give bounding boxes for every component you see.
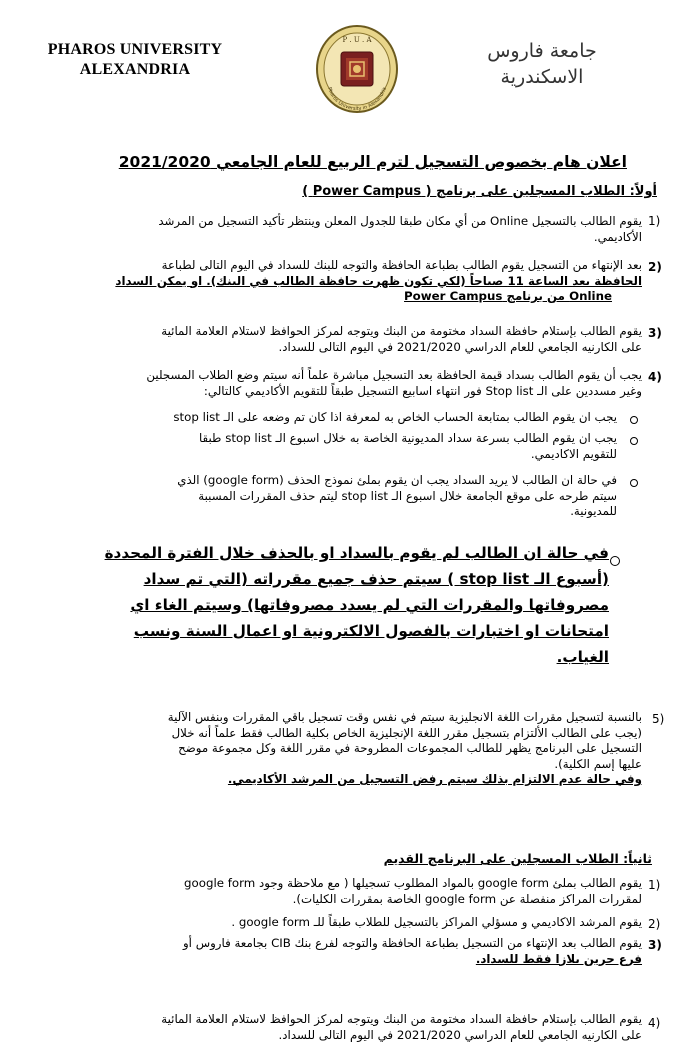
text-line: (يجب على الطالب الألتزام بتسجيل مقرر اللغة الإنجليزية الخاص بكلية الطالب فقط علماً أنه خلال [171, 725, 642, 740]
bullet-icon [630, 479, 638, 487]
text-line: بعد الإنتهاء من التسجيل يقوم الطالب بطباعة الحافظة والتوجه للبنك للسداد في اليوم التالى لطباعة [161, 258, 642, 272]
section2-item3 [2, 936, 642, 967]
section1-item5 [12, 710, 642, 788]
section1-item4 [2, 368, 642, 399]
university-name-arabic [447, 38, 637, 90]
text-line: الحافظة بعد الساعة 11 صباحاً (لكي تكون ظهرت حافظة الطالب في البنك). او يمكن السداد [115, 273, 642, 288]
warning-line: امتحانات او اختبارات بالفصول الالكترونية او اعمال السنة ونسب [133, 622, 609, 640]
item-number: 2) [648, 260, 662, 274]
text-line: وغير مسددين على الـ Stop list فور انتهاء اسابيع التسجيل طبقاً للتقويم الأكاديمي كالتالي: [203, 383, 642, 398]
section1-item3 [2, 324, 642, 355]
text-line: يجب ان يقوم الطالب بسرعة سداد المديونية الخاصة به خلال اسبوع الـ stop list طبقا [198, 431, 617, 445]
warning-line: في حالة ان الطالب لم يقوم بالسداد او بالحذف خلال الفترة المحددة [104, 544, 609, 562]
item-number: 3) [648, 938, 662, 952]
section1-heading: أولاً: الطلاب المسجلين على برنامج ( Power Campus ) [302, 184, 657, 199]
text-line: عليها إسم الكلية). [554, 756, 642, 771]
section2-item4 [2, 1012, 642, 1043]
item-number: 3) [648, 326, 662, 340]
text-line: يقوم الطالب بالتسجيل Online من أي مكان طبقا للجدول المعلن وينتظر تأكيد التسجيل من المرشد [158, 214, 642, 228]
bullet-icon [610, 556, 620, 566]
item-number: 2) [648, 917, 661, 931]
text-line: الأكاديمي. [593, 229, 642, 244]
text-line: للمديونية. [570, 504, 617, 518]
announcement-title: اعلان هام بخصوص التسجيل لترم الربيع للعام الجامعي 2021/2020 [118, 153, 627, 171]
university-name-en-line1: PHAROS UNIVERSITY [47, 41, 223, 58]
text-line: على الكارنيه الجامعي للعام الدراسي 2021/2020 في اليوم التالى للسداد. [278, 339, 642, 354]
section1-item2 [2, 258, 642, 305]
bullet-item-2 [37, 431, 617, 462]
university-name-english [30, 40, 240, 80]
item-number: 1) [648, 878, 661, 892]
warning-line: (أسبوع الـ stop list ) سيتم حذف جميع مقرراته (التي تم سداد [143, 570, 609, 588]
text-line: يقوم الطالب بملئ google form بالمواد المطلوب تسجيلها ( مع ملاحظة وجود google form [184, 876, 642, 890]
warning-line: الغياب. [556, 648, 609, 666]
text-line: وفي حالة عدم الالتزام بذلك سيتم رفض التسجيل من المرشد الأكاديمي. [227, 772, 642, 786]
text-line: على الكارنيه الجامعي للعام الدراسي 2021/2020 في اليوم التالى للسداد. [278, 1027, 642, 1042]
item-number: 5) [652, 712, 665, 726]
item-number: 4) [648, 1016, 661, 1030]
text-line: يقوم الطالب بإستلام حافظة السداد مختومة من البنك ويتوجه لمركز الحوافظ لاستلام العلامة المائية [161, 324, 642, 338]
text-line: يقوم الطالب بعد الإنتهاء من التسجيل بطباعة الحافظة والتوجه لفرع بنك CIB بجامعة فاروس أو [182, 936, 642, 950]
university-name-ar-line2: الاسكندرية [500, 66, 584, 88]
text-line: التسجيل على البرنامج يظهر للطالب المجموعات المطروحة في مقرر اللغة وكل مجموعة موضح [178, 741, 642, 755]
bullet-icon [630, 416, 638, 424]
text-line: بالنسبة لتسجيل مقررات اللغة الانجليزية سيتم في نفس وقت تسجيل باقي المقررات وبنفس الآلية [167, 710, 642, 724]
warning-block [5, 540, 609, 670]
text-line: يجب ان يقوم الطالب بمتابعة الحساب الخاص به لمعرفة اذا كان تم وضعه على الـ stop list [173, 410, 617, 424]
text-line: فرع جرين بلازا فقط للسداد. [475, 951, 642, 966]
section1-item1 [22, 214, 642, 245]
logo-top-text: P . U . A [342, 36, 372, 44]
logo-ring-text: Pharos University in Alexandria [326, 86, 388, 113]
text-line: يقوم المرشد الاكاديمي و مسؤلي المراكز بالتسجيل للطلاب طبقاً للـ google form . [231, 915, 642, 929]
bullet-icon [630, 437, 638, 445]
section2-item1 [2, 876, 642, 907]
university-name-ar-line1: جامعة فاروس [487, 40, 597, 62]
bullet-item-3 [37, 473, 617, 520]
university-name-en-line2: ALEXANDRIA [79, 61, 191, 78]
warning-line: مصروفاتها والمقررات التي لم يسدد مصروفاتها) وسيتم الغاء اي [130, 596, 609, 614]
bullet-item-1 [37, 410, 617, 426]
text-line: في حالة ان الطالب لا يريد السداد يجب ان يقوم بملئ نموذج الحذف (google form) الذي [177, 473, 617, 487]
university-logo [314, 22, 400, 114]
text-line: يقوم الطالب بإستلام حافظة السداد مختومة من البنك ويتوجه لمركز الحوافظ لاستلام العلامة المائية [161, 1012, 642, 1026]
item-number: 1) [648, 214, 661, 228]
text-line: Online من برنامج Power Campus [404, 289, 612, 303]
section2-item2 [2, 915, 642, 931]
text-line: يجب أن يقوم الطالب بسداد قيمة الحافظة بعد التسجيل مباشرة علماً أنه سيتم وضع الطلاب المسجلين [146, 368, 642, 382]
text-line: للتقويم الاكاديمي. [530, 446, 617, 461]
text-line: لمقررات المراكز منفصلة عن google form الخاصة بمقررات الكليات). [292, 891, 642, 906]
item-number: 4) [648, 370, 662, 384]
text-line: سيتم طرحه على موقع الجامعة خلال اسبوع الـ stop list ليتم حذف المقررات المسببة [198, 488, 617, 503]
section2-heading: ثانياً: الطلاب المسجلين على البرنامج القديم [383, 851, 652, 866]
